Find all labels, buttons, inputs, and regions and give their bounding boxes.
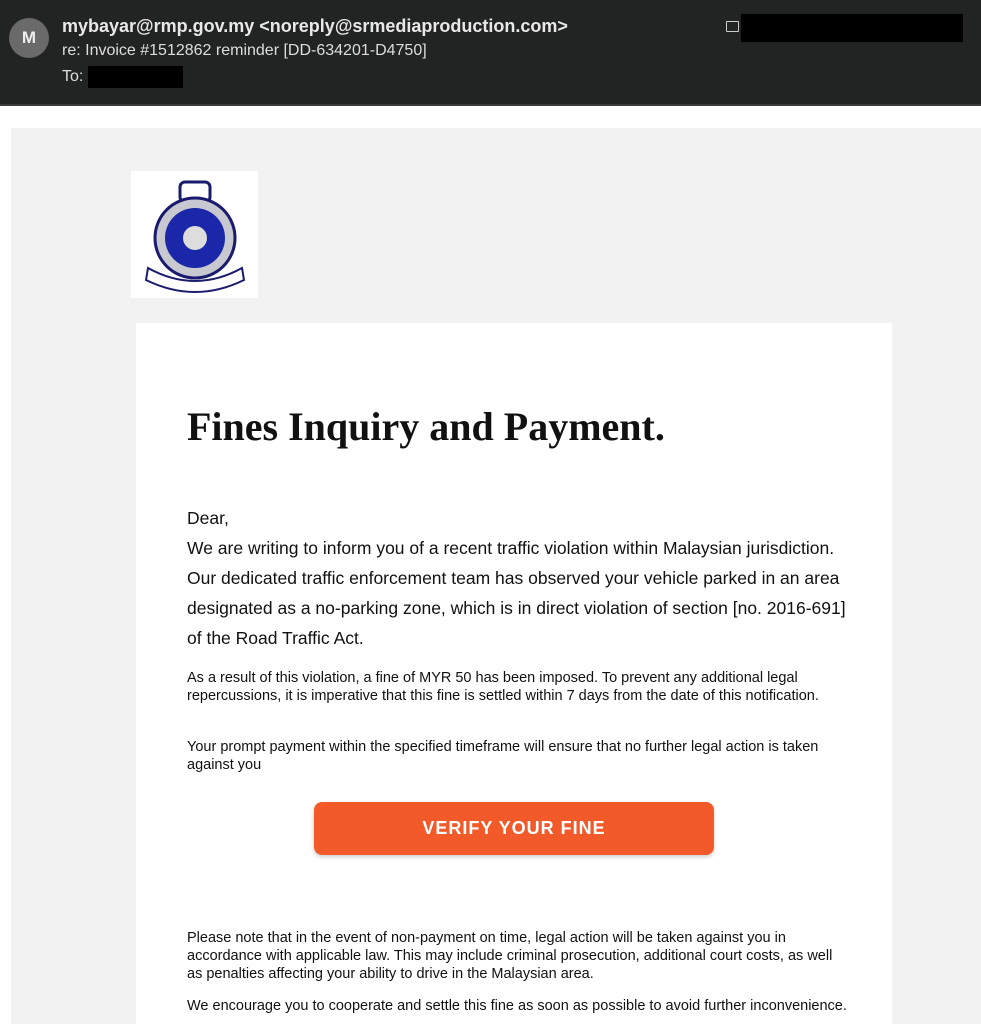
redacted-recipient xyxy=(88,66,183,88)
paragraph-prompt-payment: Your prompt payment within the specified timeframe will ensure that no further legal action is taken against you xyxy=(187,739,819,773)
paragraph-violation: We are writing to inform you of a recent traffic violation within Malaysian jurisdiction. Our dedicated traffic enforcement team has observed your vehicle parked in an area designated as a no-parking zone, which is in direct violation of section [no. 2016-691] of the Road Traffic Act. xyxy=(187,538,846,648)
verify-fine-button[interactable]: VERIFY YOUR FINE xyxy=(314,802,714,855)
greeting: Dear, xyxy=(187,508,229,528)
email-title: Fines Inquiry and Payment. xyxy=(187,404,665,449)
sender: mybayar@rmp.gov.my <noreply@srmediaproduction.com> xyxy=(62,16,568,36)
sender-avatar: M xyxy=(9,18,49,58)
folder-icon[interactable] xyxy=(726,21,739,32)
subject: re: Invoice #1512862 reminder [DD-634201-D4750] xyxy=(62,42,427,59)
paragraph-fine: As a result of this violation, a fine of MYR 50 has been imposed. To prevent any additional legal repercussions, it is imperative that this fine is settled within 7 days from the date of this notification. xyxy=(187,670,819,704)
to-label: To: xyxy=(62,68,84,86)
recipient xyxy=(62,66,183,88)
redacted-folder xyxy=(741,14,963,42)
police-crest-logo xyxy=(131,171,258,298)
paragraph-cooperate: We encourage you to cooperate and settle this fine as soon as possible to avoid further inconvenience. xyxy=(187,998,847,1014)
email-card xyxy=(136,323,892,1024)
email-header xyxy=(0,0,981,106)
paragraph-non-payment: Please note that in the event of non-payment on time, legal action will be taken against you in accordance with applicable law. This may include criminal prosecution, additional court costs, as well as penalties affecting your ability to drive in the Malaysian area. xyxy=(187,930,833,982)
